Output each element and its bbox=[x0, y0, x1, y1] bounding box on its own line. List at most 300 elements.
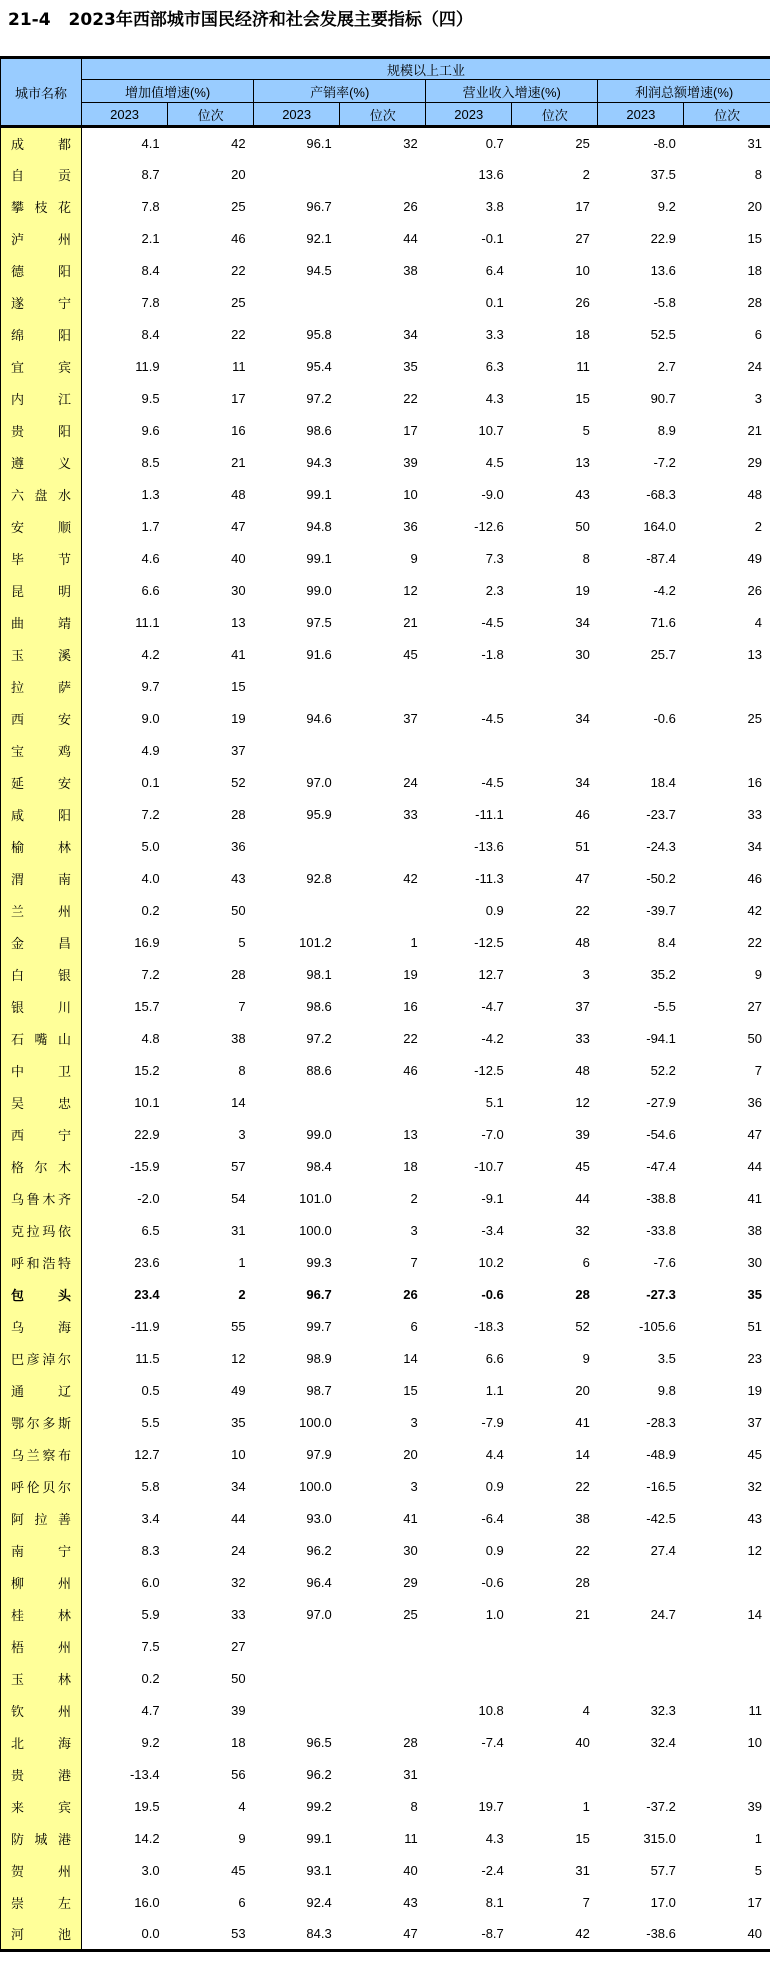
value-cell: 15 bbox=[168, 671, 254, 703]
table-header bbox=[1, 58, 770, 127]
table-row bbox=[1, 1695, 770, 1727]
value-cell: 42 bbox=[684, 895, 770, 927]
value-cell: 26 bbox=[684, 575, 770, 607]
value-cell: -54.6 bbox=[598, 1119, 684, 1151]
value-cell bbox=[512, 1631, 598, 1663]
table-row bbox=[1, 191, 770, 223]
value-cell: 35 bbox=[340, 351, 426, 383]
value-cell bbox=[684, 1631, 770, 1663]
value-cell bbox=[340, 671, 426, 703]
value-cell: 45 bbox=[684, 1439, 770, 1471]
value-cell: -0.6 bbox=[598, 703, 684, 735]
value-cell: -28.3 bbox=[598, 1407, 684, 1439]
value-cell: 3 bbox=[340, 1407, 426, 1439]
value-cell: 5.0 bbox=[82, 831, 168, 863]
value-cell: 6 bbox=[168, 1887, 254, 1919]
value-cell: 41 bbox=[512, 1407, 598, 1439]
subheader-year: 2023 bbox=[426, 103, 512, 127]
value-cell: 2.1 bbox=[82, 223, 168, 255]
value-cell bbox=[340, 1631, 426, 1663]
value-cell: 48 bbox=[512, 1055, 598, 1087]
value-cell: 98.1 bbox=[254, 959, 340, 991]
value-cell: 1.1 bbox=[426, 1375, 512, 1407]
value-cell: -13.6 bbox=[426, 831, 512, 863]
table-row bbox=[1, 1887, 770, 1919]
value-cell: 40 bbox=[168, 543, 254, 575]
value-cell bbox=[340, 159, 426, 191]
table-row bbox=[1, 991, 770, 1023]
table-row bbox=[1, 543, 770, 575]
value-cell: 17 bbox=[340, 415, 426, 447]
value-cell: 43 bbox=[684, 1503, 770, 1535]
value-cell: -47.4 bbox=[598, 1151, 684, 1183]
value-cell: 23.4 bbox=[82, 1279, 168, 1311]
value-cell: 8 bbox=[168, 1055, 254, 1087]
value-cell: 94.5 bbox=[254, 255, 340, 287]
value-cell: 28 bbox=[512, 1279, 598, 1311]
value-cell: 1 bbox=[340, 927, 426, 959]
table-row bbox=[1, 511, 770, 543]
value-cell: 100.0 bbox=[254, 1215, 340, 1247]
value-cell bbox=[684, 671, 770, 703]
value-cell: 11 bbox=[512, 351, 598, 383]
value-cell: 4.0 bbox=[82, 863, 168, 895]
value-cell: 7 bbox=[340, 1247, 426, 1279]
city-name-cell: 中卫 bbox=[1, 1055, 82, 1087]
value-cell: -68.3 bbox=[598, 479, 684, 511]
value-cell: 12 bbox=[340, 575, 426, 607]
value-cell: 20 bbox=[684, 191, 770, 223]
value-cell: 4.1 bbox=[82, 127, 168, 159]
subheader-rank: 位次 bbox=[512, 103, 598, 127]
value-cell bbox=[426, 1631, 512, 1663]
value-cell: 24 bbox=[684, 351, 770, 383]
value-cell: 34 bbox=[512, 703, 598, 735]
value-cell: -2.4 bbox=[426, 1855, 512, 1887]
value-cell: 37 bbox=[684, 1407, 770, 1439]
table-row bbox=[1, 1855, 770, 1887]
city-name-cell: 玉溪 bbox=[1, 639, 82, 671]
subheader-rank: 位次 bbox=[340, 103, 426, 127]
value-cell: 36 bbox=[168, 831, 254, 863]
value-cell bbox=[340, 287, 426, 319]
value-cell: 34 bbox=[684, 831, 770, 863]
table-row bbox=[1, 895, 770, 927]
table-row bbox=[1, 959, 770, 991]
table-row bbox=[1, 863, 770, 895]
value-cell: 50 bbox=[168, 1663, 254, 1695]
value-cell: 3.5 bbox=[598, 1343, 684, 1375]
value-cell: 98.4 bbox=[254, 1151, 340, 1183]
city-name-cell: 呼和浩特 bbox=[1, 1247, 82, 1279]
value-cell: 44 bbox=[340, 223, 426, 255]
value-cell: -4.2 bbox=[426, 1023, 512, 1055]
value-cell: -48.9 bbox=[598, 1439, 684, 1471]
value-cell: 3.3 bbox=[426, 319, 512, 351]
value-cell bbox=[340, 831, 426, 863]
value-cell: 55 bbox=[168, 1311, 254, 1343]
value-cell: 48 bbox=[512, 927, 598, 959]
value-cell: 4.7 bbox=[82, 1695, 168, 1727]
value-cell: 18 bbox=[684, 255, 770, 287]
value-cell: 33 bbox=[512, 1023, 598, 1055]
value-cell: 99.1 bbox=[254, 1823, 340, 1855]
value-cell: 17 bbox=[684, 1887, 770, 1919]
table-row bbox=[1, 1727, 770, 1759]
value-cell: 7.8 bbox=[82, 287, 168, 319]
city-name-cell: 自贡 bbox=[1, 159, 82, 191]
table-row bbox=[1, 1151, 770, 1183]
table-row bbox=[1, 1279, 770, 1311]
table-row bbox=[1, 255, 770, 287]
value-cell: 24.7 bbox=[598, 1599, 684, 1631]
value-cell: 94.6 bbox=[254, 703, 340, 735]
value-cell: 36 bbox=[684, 1087, 770, 1119]
value-cell: 10 bbox=[512, 255, 598, 287]
value-cell: 0.5 bbox=[82, 1375, 168, 1407]
value-cell: 53 bbox=[168, 1919, 254, 1951]
value-cell: 97.0 bbox=[254, 767, 340, 799]
value-cell: 42 bbox=[512, 1919, 598, 1951]
value-cell: 16.9 bbox=[82, 927, 168, 959]
value-cell: 40 bbox=[512, 1727, 598, 1759]
value-cell: -3.4 bbox=[426, 1215, 512, 1247]
city-name-cell: 来宾 bbox=[1, 1791, 82, 1823]
value-cell: 19 bbox=[340, 959, 426, 991]
value-cell: 26 bbox=[340, 191, 426, 223]
value-cell: 38 bbox=[512, 1503, 598, 1535]
city-name-cell: 成都 bbox=[1, 127, 82, 159]
city-name-cell: 吴忠 bbox=[1, 1087, 82, 1119]
value-cell: 0.7 bbox=[426, 127, 512, 159]
value-cell: 16 bbox=[168, 415, 254, 447]
value-cell: 99.1 bbox=[254, 479, 340, 511]
value-cell bbox=[512, 735, 598, 767]
city-name-cell: 南宁 bbox=[1, 1535, 82, 1567]
value-cell: 3 bbox=[684, 383, 770, 415]
value-cell bbox=[598, 1663, 684, 1695]
value-cell: 9 bbox=[512, 1343, 598, 1375]
value-cell: 4 bbox=[168, 1791, 254, 1823]
value-cell: -2.0 bbox=[82, 1183, 168, 1215]
value-cell: 44 bbox=[512, 1183, 598, 1215]
value-cell: 99.7 bbox=[254, 1311, 340, 1343]
indicators-table bbox=[0, 56, 770, 1952]
table-row bbox=[1, 1503, 770, 1535]
value-cell: 57.7 bbox=[598, 1855, 684, 1887]
value-cell: 8.4 bbox=[598, 927, 684, 959]
value-cell: 4.6 bbox=[82, 543, 168, 575]
value-cell: -9.1 bbox=[426, 1183, 512, 1215]
value-cell: 99.3 bbox=[254, 1247, 340, 1279]
value-cell: 15.7 bbox=[82, 991, 168, 1023]
table-row bbox=[1, 703, 770, 735]
value-cell: 5.9 bbox=[82, 1599, 168, 1631]
value-cell: 9 bbox=[340, 543, 426, 575]
value-cell: 6 bbox=[340, 1311, 426, 1343]
value-cell: 315.0 bbox=[598, 1823, 684, 1855]
value-cell: -5.8 bbox=[598, 287, 684, 319]
table-row bbox=[1, 831, 770, 863]
value-cell: 25 bbox=[168, 287, 254, 319]
value-cell: 30 bbox=[512, 639, 598, 671]
value-cell: 0.0 bbox=[82, 1919, 168, 1951]
value-cell: 50 bbox=[684, 1023, 770, 1055]
value-cell: 98.9 bbox=[254, 1343, 340, 1375]
value-cell: 101.2 bbox=[254, 927, 340, 959]
value-cell: 1.3 bbox=[82, 479, 168, 511]
value-cell: -1.8 bbox=[426, 639, 512, 671]
value-cell: 37 bbox=[340, 703, 426, 735]
city-name-cell: 德阳 bbox=[1, 255, 82, 287]
value-cell: 22 bbox=[684, 927, 770, 959]
city-name-cell: 呼伦贝尔 bbox=[1, 1471, 82, 1503]
value-cell: 6.6 bbox=[82, 575, 168, 607]
value-cell: 32.3 bbox=[598, 1695, 684, 1727]
value-cell: 9.6 bbox=[82, 415, 168, 447]
value-cell: 11 bbox=[168, 351, 254, 383]
value-cell: 17 bbox=[512, 191, 598, 223]
value-cell: 19 bbox=[512, 575, 598, 607]
table-row bbox=[1, 1183, 770, 1215]
value-cell bbox=[684, 1567, 770, 1599]
city-name-cell: 通辽 bbox=[1, 1375, 82, 1407]
city-name-cell: 防城港 bbox=[1, 1823, 82, 1855]
value-cell: 95.8 bbox=[254, 319, 340, 351]
subheader-year: 2023 bbox=[82, 103, 168, 127]
table-row bbox=[1, 1311, 770, 1343]
table-row bbox=[1, 287, 770, 319]
value-cell: 6.4 bbox=[426, 255, 512, 287]
value-cell: 30 bbox=[168, 575, 254, 607]
value-cell: 19 bbox=[684, 1375, 770, 1407]
value-cell: 0.2 bbox=[82, 895, 168, 927]
value-cell: 92.4 bbox=[254, 1887, 340, 1919]
value-cell: 7 bbox=[512, 1887, 598, 1919]
value-cell: 18.4 bbox=[598, 767, 684, 799]
value-cell: 14 bbox=[340, 1343, 426, 1375]
value-cell: 51 bbox=[512, 831, 598, 863]
value-cell: 22 bbox=[340, 1023, 426, 1055]
city-name-cell: 石嘴山 bbox=[1, 1023, 82, 1055]
city-name-cell: 崇左 bbox=[1, 1887, 82, 1919]
value-cell: 7 bbox=[684, 1055, 770, 1087]
value-cell: -7.0 bbox=[426, 1119, 512, 1151]
value-cell: 28 bbox=[340, 1727, 426, 1759]
value-cell: 18 bbox=[168, 1727, 254, 1759]
city-name-cell: 包头 bbox=[1, 1279, 82, 1311]
city-name-cell: 兰州 bbox=[1, 895, 82, 927]
value-cell: 46 bbox=[512, 799, 598, 831]
value-cell: 8.7 bbox=[82, 159, 168, 191]
value-cell: 6.6 bbox=[426, 1343, 512, 1375]
value-cell: 40 bbox=[684, 1919, 770, 1951]
value-cell: 95.4 bbox=[254, 351, 340, 383]
value-cell bbox=[512, 1663, 598, 1695]
value-cell: 16 bbox=[340, 991, 426, 1023]
city-name-cell: 宜宾 bbox=[1, 351, 82, 383]
value-cell: -12.5 bbox=[426, 1055, 512, 1087]
city-name-cell: 阿拉善 bbox=[1, 1503, 82, 1535]
value-cell bbox=[684, 1759, 770, 1791]
value-cell: 101.0 bbox=[254, 1183, 340, 1215]
value-cell: 98.6 bbox=[254, 415, 340, 447]
value-cell: 11.1 bbox=[82, 607, 168, 639]
value-cell: 0.2 bbox=[82, 1663, 168, 1695]
value-cell: 1 bbox=[512, 1791, 598, 1823]
value-cell: 49 bbox=[684, 543, 770, 575]
value-cell: 18 bbox=[340, 1151, 426, 1183]
value-cell bbox=[426, 735, 512, 767]
value-cell: 94.3 bbox=[254, 447, 340, 479]
value-cell: 13 bbox=[340, 1119, 426, 1151]
table-row bbox=[1, 1759, 770, 1791]
value-cell: 22 bbox=[168, 255, 254, 287]
value-cell: 27.4 bbox=[598, 1535, 684, 1567]
city-name-cell: 安顺 bbox=[1, 511, 82, 543]
value-cell: 23 bbox=[684, 1343, 770, 1375]
value-cell: 37 bbox=[168, 735, 254, 767]
city-name-cell: 格尔木 bbox=[1, 1151, 82, 1183]
city-name-cell: 延安 bbox=[1, 767, 82, 799]
value-cell: 46 bbox=[684, 863, 770, 895]
value-cell: 46 bbox=[168, 223, 254, 255]
value-cell: 2 bbox=[340, 1183, 426, 1215]
value-cell bbox=[254, 1663, 340, 1695]
value-cell: 28 bbox=[168, 959, 254, 991]
value-cell: -7.2 bbox=[598, 447, 684, 479]
value-cell: 22.9 bbox=[598, 223, 684, 255]
value-cell: 7.3 bbox=[426, 543, 512, 575]
value-cell: 31 bbox=[512, 1855, 598, 1887]
table-row bbox=[1, 351, 770, 383]
value-cell: 22 bbox=[168, 319, 254, 351]
table-row bbox=[1, 767, 770, 799]
value-cell: 50 bbox=[512, 511, 598, 543]
city-name-cell: 白银 bbox=[1, 959, 82, 991]
table-row bbox=[1, 1823, 770, 1855]
value-cell: 3.8 bbox=[426, 191, 512, 223]
city-name-cell: 贺州 bbox=[1, 1855, 82, 1887]
value-cell: 35.2 bbox=[598, 959, 684, 991]
table-row bbox=[1, 1631, 770, 1663]
value-cell: 9.2 bbox=[82, 1727, 168, 1759]
value-cell: 8 bbox=[684, 159, 770, 191]
value-cell: 93.0 bbox=[254, 1503, 340, 1535]
subheader-rank: 位次 bbox=[168, 103, 254, 127]
value-cell: 7.2 bbox=[82, 959, 168, 991]
city-name-cell: 乌海 bbox=[1, 1311, 82, 1343]
value-cell: 1 bbox=[684, 1823, 770, 1855]
value-cell: 21 bbox=[168, 447, 254, 479]
value-cell: 22 bbox=[512, 895, 598, 927]
value-cell bbox=[254, 1695, 340, 1727]
value-cell: 19.7 bbox=[426, 1791, 512, 1823]
value-cell: 31 bbox=[684, 127, 770, 159]
value-cell: 9.0 bbox=[82, 703, 168, 735]
value-cell: 97.2 bbox=[254, 1023, 340, 1055]
table-row bbox=[1, 1535, 770, 1567]
value-cell: 13.6 bbox=[426, 159, 512, 191]
city-name-cell: 六盘水 bbox=[1, 479, 82, 511]
value-cell: 4.9 bbox=[82, 735, 168, 767]
value-cell: -7.6 bbox=[598, 1247, 684, 1279]
value-cell: -38.6 bbox=[598, 1919, 684, 1951]
value-cell: 38 bbox=[168, 1023, 254, 1055]
table-row bbox=[1, 1599, 770, 1631]
value-cell: 14 bbox=[684, 1599, 770, 1631]
value-cell: 21 bbox=[340, 607, 426, 639]
value-cell: 56 bbox=[168, 1759, 254, 1791]
table-row bbox=[1, 1407, 770, 1439]
city-name-cell: 钦州 bbox=[1, 1695, 82, 1727]
value-cell: 2.3 bbox=[426, 575, 512, 607]
value-cell: -8.7 bbox=[426, 1919, 512, 1951]
value-cell: -37.2 bbox=[598, 1791, 684, 1823]
value-cell bbox=[254, 735, 340, 767]
value-cell: 10 bbox=[168, 1439, 254, 1471]
city-name-cell: 银川 bbox=[1, 991, 82, 1023]
value-cell bbox=[598, 671, 684, 703]
indicator-header-revenue-growth: 营业收入增速(%) bbox=[426, 80, 598, 103]
value-cell: -12.6 bbox=[426, 511, 512, 543]
value-cell: -11.9 bbox=[82, 1311, 168, 1343]
value-cell: 24 bbox=[340, 767, 426, 799]
value-cell: 94.8 bbox=[254, 511, 340, 543]
value-cell: 13 bbox=[684, 639, 770, 671]
value-cell: 3 bbox=[340, 1471, 426, 1503]
value-cell: 96.2 bbox=[254, 1535, 340, 1567]
value-cell: 27 bbox=[684, 991, 770, 1023]
value-cell: 11 bbox=[340, 1823, 426, 1855]
value-cell: -27.9 bbox=[598, 1087, 684, 1119]
value-cell: 46 bbox=[340, 1055, 426, 1087]
value-cell: 164.0 bbox=[598, 511, 684, 543]
value-cell: 96.7 bbox=[254, 1279, 340, 1311]
table-row bbox=[1, 1919, 770, 1951]
table-row bbox=[1, 1375, 770, 1407]
value-cell: 25 bbox=[512, 127, 598, 159]
value-cell: 45 bbox=[168, 1855, 254, 1887]
value-cell: 98.6 bbox=[254, 991, 340, 1023]
value-cell bbox=[340, 1663, 426, 1695]
value-cell: 45 bbox=[340, 639, 426, 671]
value-cell: 47 bbox=[684, 1119, 770, 1151]
value-cell: 7.5 bbox=[82, 1631, 168, 1663]
value-cell: 11.9 bbox=[82, 351, 168, 383]
value-cell: -9.0 bbox=[426, 479, 512, 511]
value-cell: 14 bbox=[512, 1439, 598, 1471]
value-cell: 9.2 bbox=[598, 191, 684, 223]
value-cell: 39 bbox=[340, 447, 426, 479]
city-column-header: 城市名称 bbox=[1, 58, 82, 127]
table-row bbox=[1, 447, 770, 479]
value-cell: 12 bbox=[512, 1087, 598, 1119]
city-name-cell: 克拉玛依 bbox=[1, 1215, 82, 1247]
value-cell: 27 bbox=[168, 1631, 254, 1663]
table-row bbox=[1, 415, 770, 447]
value-cell: 10.2 bbox=[426, 1247, 512, 1279]
value-cell: 32.4 bbox=[598, 1727, 684, 1759]
table-row bbox=[1, 1119, 770, 1151]
value-cell: 31 bbox=[168, 1215, 254, 1247]
page-title bbox=[0, 0, 770, 32]
table-row bbox=[1, 799, 770, 831]
value-cell: -11.3 bbox=[426, 863, 512, 895]
value-cell: 43 bbox=[340, 1887, 426, 1919]
value-cell: 99.0 bbox=[254, 1119, 340, 1151]
value-cell: 99.0 bbox=[254, 575, 340, 607]
